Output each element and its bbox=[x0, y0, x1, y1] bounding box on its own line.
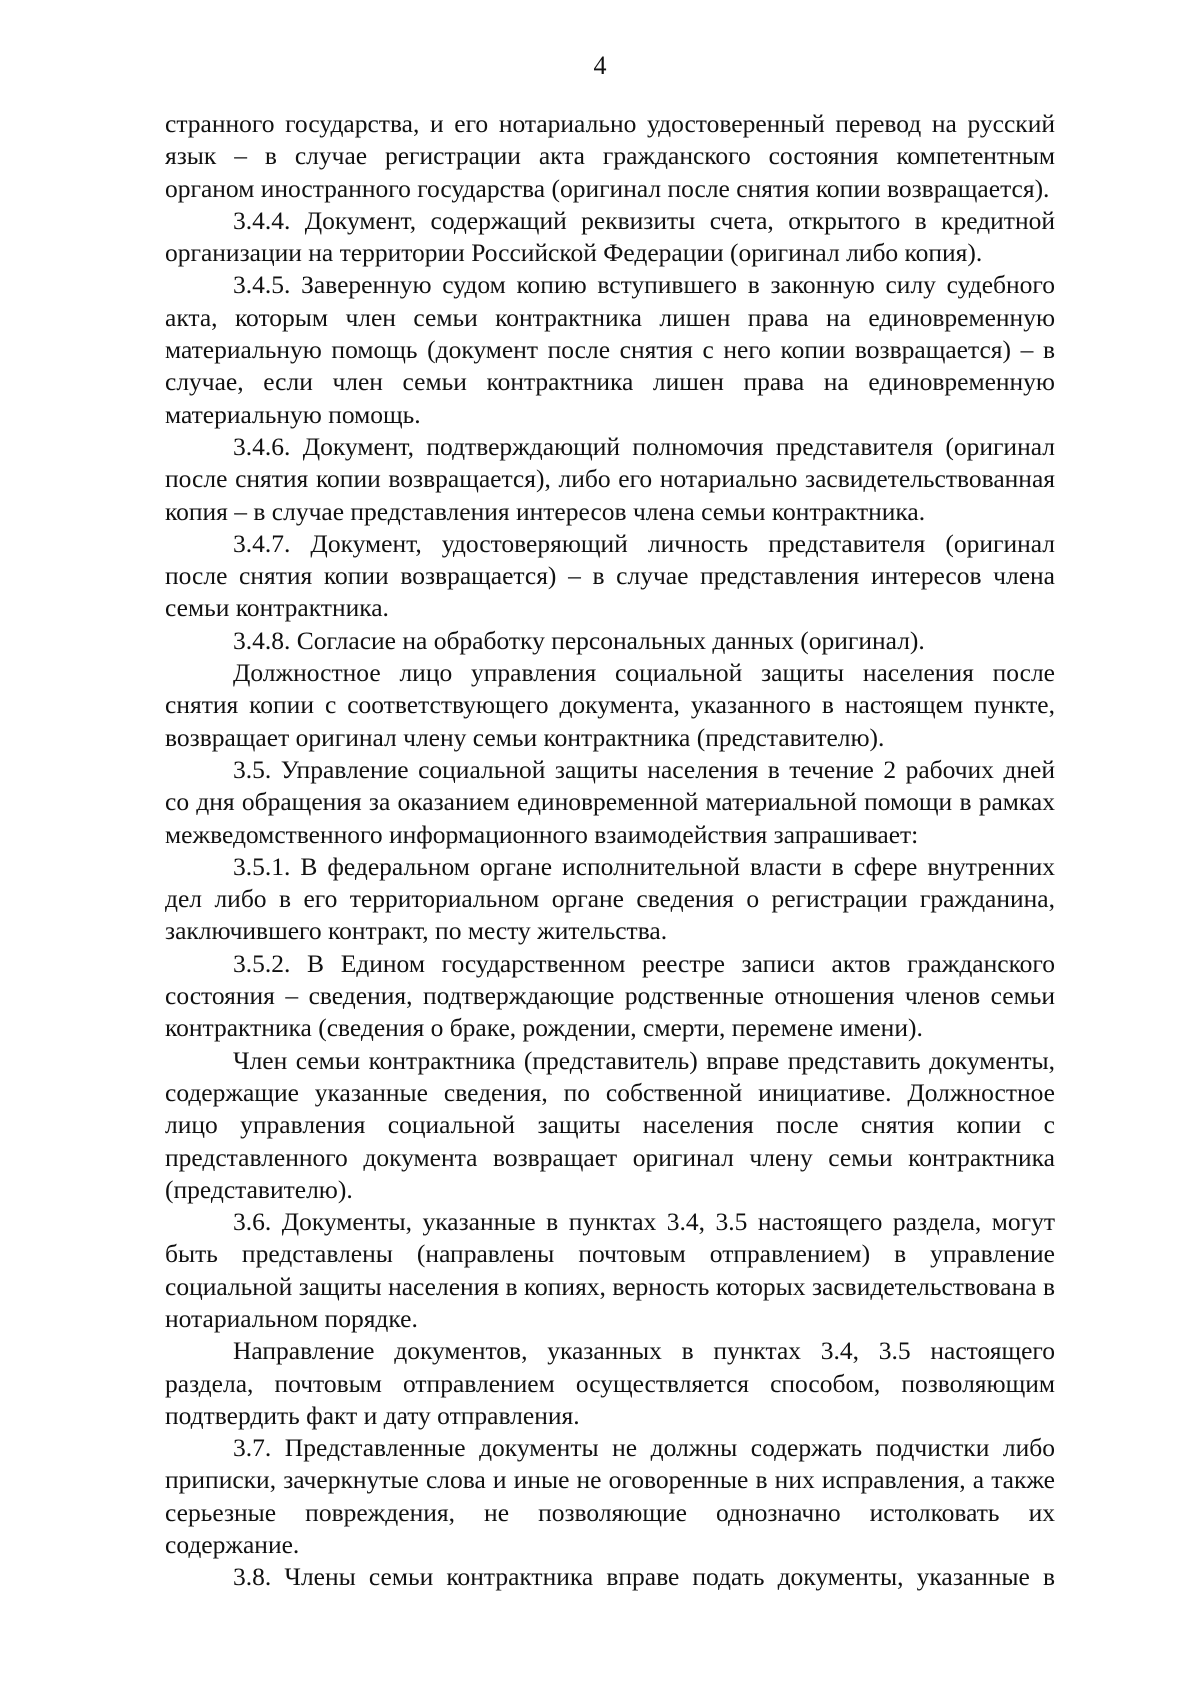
paragraph: 3.7. Представленные документы не должны содержать подчистки либо приписки, зачеркнутые слова и иные не оговоренные в них исправления, а также серьезные повреждения, не позволяющие однозначно истолковать их содержание. bbox=[165, 1433, 1055, 1560]
paragraph: 3.5.1. В федеральном органе исполнительной власти в сфере внутренних дел либо в его территориальном органе сведения о регистрации гражданина, заключившего контракт, по месту жительства. bbox=[165, 851, 1055, 946]
paragraph: странного государства, и его нотариально удостоверенный перевод на русский язык – в случае регистрации акта гражданского состояния компетентным органом иностранного государства (оригинал после снятия копии возвращается). bbox=[165, 109, 1055, 203]
paragraph: Должностное лицо управления социальной защиты населения после снятия копии с соответствующего документа, указанного в настоящем пункте, возвращает оригинал члену семьи контрактника (представителю). bbox=[165, 658, 1055, 752]
paragraph: 3.6. Документы, указанные в пунктах 3.4, 3.5 настоящего раздела, могут быть представлены (направлены почтовым отправлением) в управление социальной защиты населения в копиях, верность которых засвидетельствована в нотариальном порядке. bbox=[165, 1207, 1055, 1333]
paragraph: 3.4.7. Документ, удостоверяющий личность представителя (оригинал после снятия копии возвращается) – в случае представления интересов члена семьи контрактника. bbox=[165, 528, 1055, 623]
paragraph: Член семьи контрактника (представитель) вправе представить документы, содержащие указанные сведения, по собственной инициативе. Должностное лицо управления социальной защиты населения после снятия копии с представленного документа возвращает оригинал члену семьи контрактника (представителю). bbox=[165, 1045, 1055, 1204]
paragraph: 3.4.5. Заверенную судом копию вступившего в законную силу судебного акта, которым член семьи контрактника лишен права на единовременную материальную помощь (документ после снятия с него копии возвращается) – в случае, если член семьи контрактника лишен права на единовременную материальную помощь. bbox=[165, 270, 1055, 429]
page-number: 4 bbox=[593, 51, 607, 80]
paragraph: 3.4.4. Документ, содержащий реквизиты счета, открытого в кредитной организации на территории Российской Федерации (оригинал либо копия). bbox=[165, 205, 1055, 268]
paragraph: 3.4.6. Документ, подтверждающий полномочия представителя (оригинал после снятия копии возвращается), либо его нотариально засвидетельствованная копия – в случае представления интересов члена семьи контрактника. bbox=[165, 431, 1055, 526]
paragraph: 3.5. Управление социальной защиты населения в течение 2 рабочих дней со дня обращения за оказанием единовременной материальной помощи в рамках межведомственного информационного взаимодействия запрашивает: bbox=[165, 754, 1055, 849]
document-body bbox=[165, 108, 1055, 1594]
paragraph: Направление документов, указанных в пунктах 3.4, 3.5 настоящего раздела, почтовым отправлением осуществляется способом, позволяющим подтвердить факт и дату отправления. bbox=[165, 1336, 1055, 1430]
paragraph: 3.4.8. Согласие на обработку персональных данных (оригинал). bbox=[233, 625, 925, 655]
paragraph: 3.8. Члены семьи контрактника вправе подать документы, указанные в bbox=[233, 1562, 1055, 1592]
paragraph: 3.5.2. В Едином государственном реестре записи актов гражданского состояния – сведения, подтверждающие родственные отношения членов семьи контрактника (сведения о браке, рождении, смерти, перемене имени). bbox=[165, 948, 1055, 1043]
